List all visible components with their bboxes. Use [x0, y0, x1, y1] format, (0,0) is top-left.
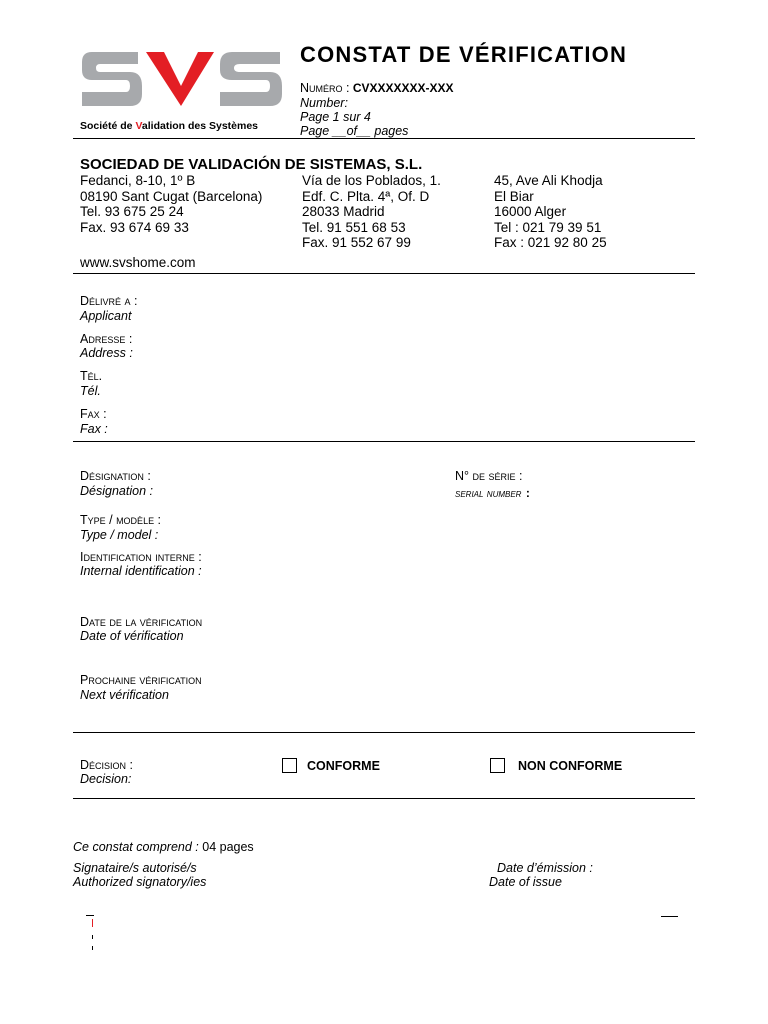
issue-date-label-fr: Date d’émission : [497, 861, 593, 875]
col1-line: Fedanci, 8-10, 1º B [80, 173, 196, 188]
col2-line: Edf. C. Plta. 4ª, Of. D [302, 188, 430, 204]
logo-tagline [80, 120, 258, 132]
numero-value: CVXXXXXXX-XXX [352, 81, 454, 95]
svs-logo [80, 44, 284, 134]
divider-decision [73, 798, 695, 799]
document-title: CONSTAT DE VÉRIFICATION [300, 42, 628, 67]
next-verif-label-en: Next vérification [80, 688, 169, 702]
company-address-col2 [302, 173, 441, 251]
page-count-line [73, 840, 254, 854]
svs-logo-graphic [80, 44, 284, 114]
issue-date-label-en: Date of issue [489, 875, 562, 889]
divider-company [73, 273, 695, 274]
conforme-option[interactable] [282, 758, 380, 773]
numero-line [300, 81, 454, 95]
col3-line: 45, Ave Ali Khodja [494, 173, 603, 188]
tel-label-en: Tél. [80, 384, 101, 398]
logo-tagline-pre: Société de [80, 120, 136, 132]
signature-field-marker-dash [92, 946, 93, 950]
company-address-col3 [494, 173, 607, 251]
signature-field-marker-dash [92, 935, 93, 939]
signatory-label-en: Authorized signatory/ies [73, 875, 207, 889]
col1-line: 08190 Sant Cugat (Barcelona) [80, 188, 263, 204]
non-conforme-checkbox[interactable] [490, 758, 505, 773]
col2-line: Fax. 91 552 67 99 [302, 235, 411, 250]
next-verif-label-fr: Prochaine vérification [80, 673, 202, 687]
fax-label-fr: Fax : [80, 407, 107, 421]
date-verif-label-fr: Date de la vérification [80, 615, 203, 629]
company-website: www.svshome.com [80, 255, 196, 270]
numero-label: Numéro : [300, 81, 350, 95]
page-en: Page __of__ pages [300, 124, 409, 138]
signature-field-marker [86, 915, 94, 916]
col2-line: 28033 Madrid [302, 204, 385, 219]
serial-label-en-line [455, 484, 530, 502]
ident-label-en: Internal identification : [80, 564, 202, 578]
address-label-en: Address : [80, 346, 133, 360]
issue-date-field-marker [661, 916, 678, 917]
col2-line: Tel. 91 551 68 53 [302, 219, 406, 235]
conforme-checkbox[interactable] [282, 758, 297, 773]
col1-line: Fax. 93 674 69 33 [80, 219, 189, 235]
col3-line: 16000 Alger [494, 204, 567, 219]
serial-label-fr: N° de série : [455, 469, 523, 483]
date-verif-label-en: Date of vérification [80, 629, 184, 643]
designation-label-en: Désignation : [80, 484, 153, 498]
col3-line: El Biar [494, 188, 534, 204]
fax-label-en: Fax : [80, 422, 108, 436]
signature-field-marker-tick [92, 919, 93, 927]
logo-tagline-post: alidation des Systèmes [141, 120, 259, 132]
signatory-label-fr: Signataire/s autorisé/s [73, 861, 197, 875]
col3-line: Tel : 021 79 39 51 [494, 219, 602, 235]
conforme-label: CONFORME [307, 758, 380, 773]
type-label-fr: Type / modèle : [80, 513, 162, 527]
non-conforme-option[interactable] [490, 758, 622, 773]
col1-line: Tel. 93 675 25 24 [80, 204, 184, 219]
serial-label-en: serial number [455, 486, 522, 500]
page-fr: Page 1 sur 4 [300, 110, 371, 124]
divider-applicant [73, 441, 695, 442]
number-label: Number: [300, 96, 348, 110]
non-conforme-label: NON CONFORME [518, 758, 623, 773]
divider-equipment [73, 732, 695, 733]
applicant-label-fr: Délivré a : [80, 294, 138, 308]
ident-label-fr: Identification interne : [80, 550, 202, 564]
designation-label-fr: Désignation : [80, 469, 151, 483]
col2-line: Vía de los Poblados, 1. [302, 173, 441, 188]
address-label-fr: Adresse : [80, 332, 133, 346]
logo-tagline-v: V [135, 120, 142, 132]
page-count-value: 04 pages [202, 840, 254, 854]
serial-colon: : [525, 486, 530, 500]
col3-line: Fax : 021 92 80 25 [494, 235, 607, 250]
type-label-en: Type / model : [80, 528, 159, 542]
company-address-col1 [80, 173, 262, 235]
tel-label-fr: Tél. [80, 369, 103, 383]
company-name: SOCIEDAD DE VALIDACIÓN DE SISTEMAS, S.L. [80, 156, 423, 173]
divider-header [73, 138, 695, 139]
page-count-label: Ce constat comprend : [73, 840, 199, 854]
decision-label-fr: Décision : [80, 758, 133, 772]
decision-label-en: Decision: [80, 772, 132, 786]
applicant-label-en: Applicant [80, 309, 132, 323]
